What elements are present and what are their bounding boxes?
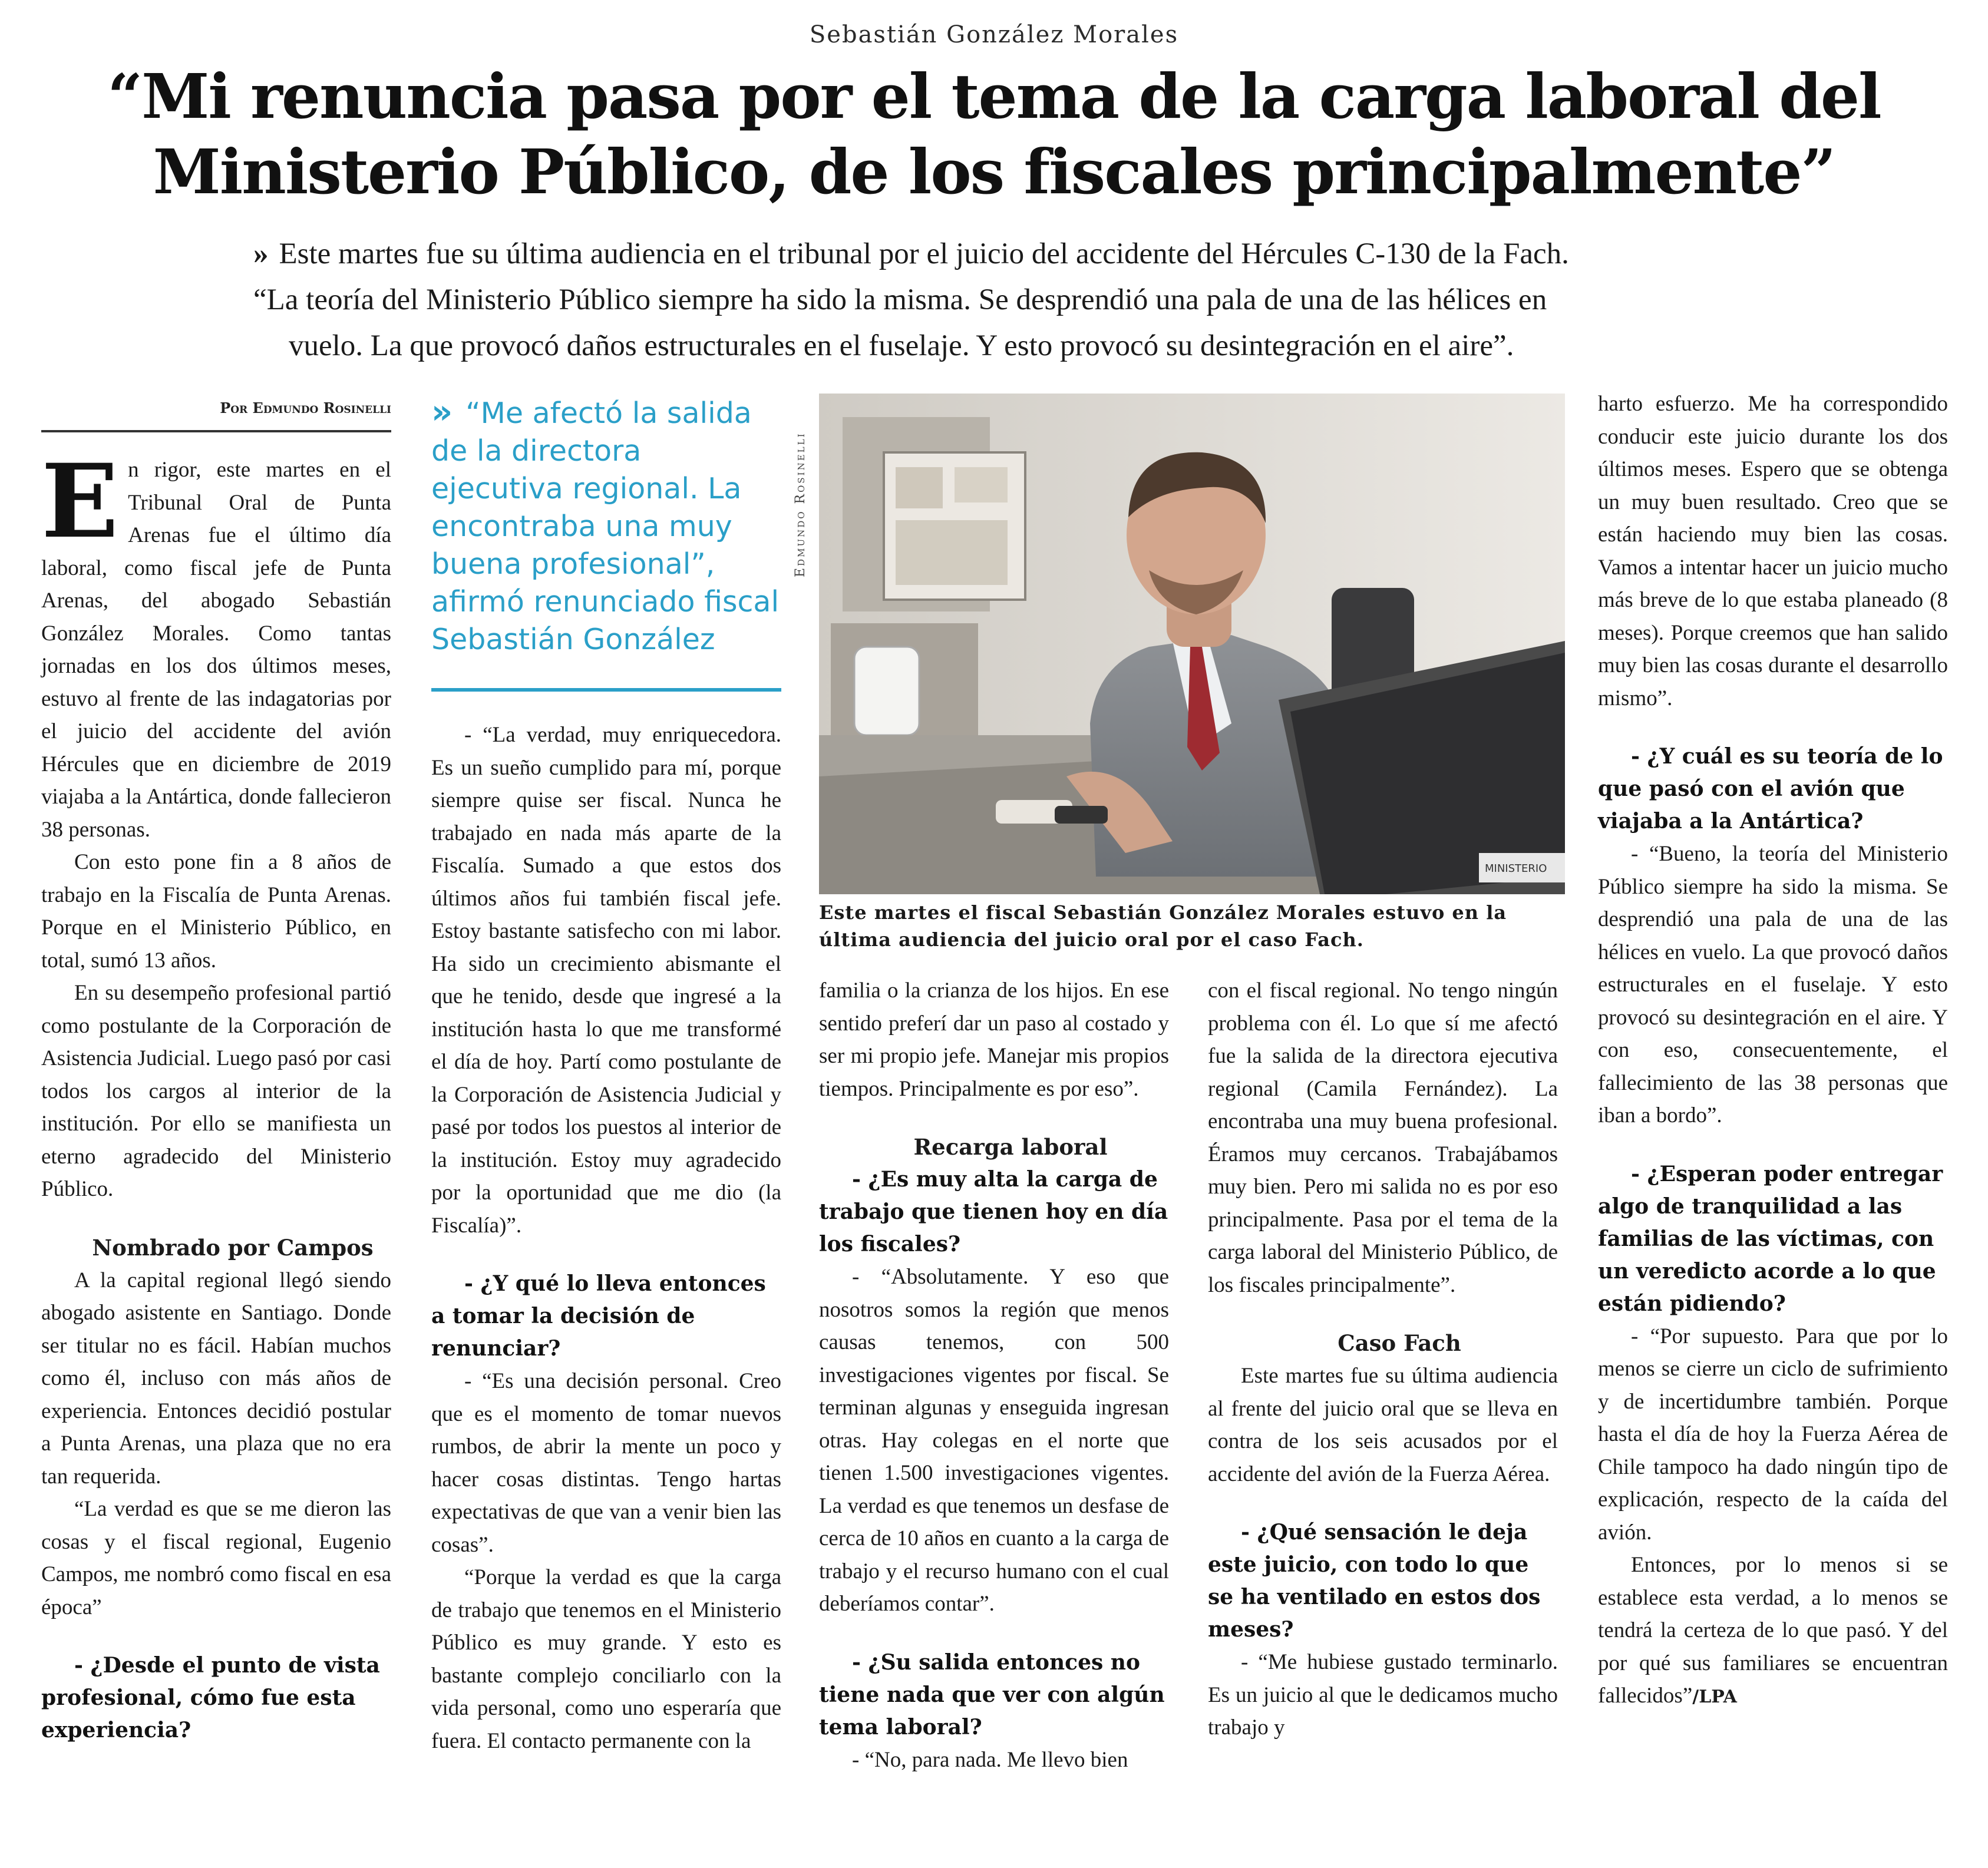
drop-cap: E [41,441,119,561]
byline: Por Edmundo Rosinelli [220,399,391,416]
paragraph: Este martes fue su última audiencia al frente del juicio oral que se lleva en contra de los seis acusados por el accidente del avión de la Fuerza Aérea. [1208,1364,1558,1486]
lead-line-3: vuelo. La que provocó daños estructurales en el fuselaje. Y esto provocó su desintegración en el aire”. [289,329,1514,362]
double-chevron-icon: » [431,393,453,431]
paragraph: En su desempeño profesional partió como postulante de la Corporación de Asistencia Judicial. Luego pasó por casi todos los cargos al interior de la institución. Por ello se manifiesta un eterno agradecido del Ministerio Público. [41,981,391,1201]
column-1: En rigor, este martes en el Tribunal Oral de Punta Arenas fue el último día laboral, como fiscal jefe de Punta Arenas, del abogado Sebastián González Morales. Como tantas jornadas en los dos últimos meses, estuvo al frente de las indagatorias por el juicio del accidente del avión Hércules que en diciembre de 2019 viajaba a la Antártica, donde fallecieron 38 personas. Con esto pone fin a 8 años de trabajo en la Fiscalía de Punta Arenas. Porque en el Ministerio Público, en total, sumó 13 años. En su desempeño profesional partió como postulante de la Corporación de Asistencia Judicial. Luego pasó por casi todos los cargos al interior de la institución. Por ello se manifiesta un eterno agradecido del Ministerio Público. Nombrado por Campos A la capital regional llegó siendo abogado asistente en Santiago. Donde ser titular no es fácil. Habían muchos como él, incluso con más años de experiencia. Entonces decidió postular a Punta Arenas, una plaza que no era tan requerida. “La verdad es que se me dieron las cosas y el fiscal regional, Eugenio Campos, me nombró como fiscal en esa época” - ¿Desde el punto de vista profesional, cómo fue esta experiencia? [41,454,391,1747]
fiscal-photo-illustration [819,394,1565,894]
paragraph: - “Por supuesto. Para que por lo menos se cierre un ciclo de sufrimiento y de incertidumbre también. Porque hasta el día de hoy la Fuerza Aérea de Chile tampoco ha dado ningún tipo de explicación, respecto de la caída del avión. [1598,1324,1948,1545]
paragraph: - “Es una decisión personal. Creo que es el momento de tomar nuevos rumbos, de abrir la mente un poco y hacer cosas distintas. Tengo hartas expectativas de que van a venir bien las cosas”. [431,1369,781,1557]
paragraph: - “Absolutamente. Y eso que nosotros somos la región que menos causas tenemos, con 500 investigaciones vigentes por fiscal. Se terminan algunas y enseguida ingresan otras. Hay colegas en el norte que tienen 1.500 investigaciones vigentes. La verdad es que tenemos un desfase de cerca de 10 años en cuanto a la carga de trabajo y el recurso humano con el cual deberíamos contar”. [819,1265,1169,1616]
paragraph: “Porque la verdad es que la carga de trabajo que tenemos en el Ministerio Público es muy grande. Y esto es bastante complejo conciliarlo con la vida personal, como uno esperaría que fuera. El contacto permanente con la [431,1565,781,1753]
headline [0,59,1988,210]
photo-credit: Edmundo Rosinelli [793,432,808,577]
interview-question: - ¿Esperan poder entregar algo de tranquilidad a las familias de las víctimas, con un veredicto acorde a lo que están pidiendo? [1598,1161,1943,1316]
paragraph: con el fiscal regional. No tengo ningún problema con él. Lo que sí me afectó fue la salida de la directora ejecutiva regional (Camila Fernández). La encontraba una muy buena profesional. Éramos muy cercanos. Trabajábamos muy bien. Pero mi salida no es por eso principalmente. Pasa por el tema de la carga laboral del Ministerio Público, de los fiscales principalmente”. [1208,978,1558,1297]
subhead-caso-fach: Caso Fach [1338,1330,1461,1356]
lead-line-1: » Este martes fue su última audiencia en el tribunal por el juicio del accidente del Hércules C-130 de la Fach. [253,237,1569,270]
paragraph: - “No, para nada. Me llevo bien [852,1747,1128,1772]
paragraph: - “La verdad, muy enriquecedora. Es un sueño cumplido para mí, porque siempre quise ser fiscal. Nunca he trabajado en nada más aparte de la Fiscalía. Sumado a que estos dos últimos años fui también fiscal jefe. Estoy bastante satisfecho con mi labor. Ha sido un crecimiento abismante el que he tenido, desde que ingresé a la institución hasta lo que me transformé el día de hoy. Partí como postulante de la Corporación de Asistencia Judicial y pasé por todos los puestos al interior de la institución. Estoy muy agradecido por la oportunidad que me dio (la Fiscalía)”. [431,723,781,1238]
monitor-label: MINISTERIO [1485,862,1547,875]
column-3 [819,974,1169,1776]
paragraph: familia o la crianza de los hijos. En ese sentido preferí dar un paso al costado y ser mi propio jefe. Manejar mis propios tiempos. Principalmente es por eso”. [819,978,1169,1101]
double-chevron-icon: » [253,237,269,270]
article-photo [819,394,1565,894]
column-5 [1598,388,1948,1714]
paragraph: Entonces, por lo menos si se establece esta verdad, a lo menos se tendrá la certeza de lo que pasó. Y del por qué sus familiares se encuentran fallecidos”/LPA [1598,1553,1948,1708]
column-2 [431,719,781,1757]
interview-question: - ¿Desde el punto de vista profesional, cómo fue esta experiencia? [41,1653,380,1743]
headline-line-2: Ministerio Público, de los fiscales principalmente” [153,135,1835,208]
lead-line-2: “La teoría del Ministerio Público siempre ha sido la misma. Se desprendió una pala de una de las hélices en [253,283,1547,316]
interview-question: - ¿Y cuál es su teoría de lo que pasó con el avión que viajaba a la Antártica? [1598,744,1943,834]
interview-question: - ¿Su salida entonces no tiene nada que ver con algún tema laboral? [819,1649,1165,1740]
photo-caption: Este martes el fiscal Sebastián González Morales estuvo en la última audiencia del juicio oral por el caso Fach. [819,901,1507,951]
lead-paragraph [253,231,1750,369]
paragraph: - “Me hubiese gustado terminarlo. Es un juicio al que le dedicamos mucho trabajo y [1208,1650,1558,1740]
signoff: /LPA [1692,1687,1737,1707]
subhead-recarga-laboral: Recarga laboral [913,1134,1108,1160]
pull-quote-rule [431,688,781,692]
paragraph: A la capital regional llegó siendo abogado asistente en Santiago. Donde ser titular no es fácil. Habían muchos como él, incluso con más años de experiencia. Entonces decidió postular a Punta Arenas, una plaza que no era tan requerida. [41,1268,391,1489]
byline-rule [41,430,391,432]
paragraph: - “Bueno, la teoría del Ministerio Público siempre ha sido la misma. Se desprendió una pala de una de las hélices en vuelo. La que provocó daños estructurales en el fuselaje. Y esto provocó su desintegración en el aire. Y con eso, consecuentemente, el fallecimiento de las 38 personas que iban a bordo”. [1598,842,1948,1128]
paragraph: harto esfuerzo. Me ha correspondido conducir este juicio durante los dos últimos meses. Espero que se obtenga un muy buen resultado. Creo que se están haciendo muy bien las cosas. Vamos a intentar hacer un juicio mucho más breve de lo que estaba planeado (8 meses). Porque creemos que han salido muy bien las cosas durante el desarrollo mismo”. [1598,392,1948,710]
interview-question: - ¿Es muy alta la carga de trabajo que tienen hoy en día los fiscales? [819,1167,1168,1257]
article-subject: Sebastián González Morales [809,21,1179,48]
paragraph: “La verdad es que se me dieron las cosas y el fiscal regional, Eugenio Campos, me nombró como fiscal en esa época” [41,1497,391,1619]
pull-quote: » “Me afectó la salida de la directora ejecutiva regional. La encontraba una muy buena profesional”, afirmó renunciado fiscal Sebastián González [431,393,780,656]
column-4 [1208,974,1558,1744]
headline-line-1: “Mi renuncia pasa por el tema de la carga laboral del [107,60,1881,133]
paragraph: Con esto pone fin a 8 años de trabajo en la Fiscalía de Punta Arenas. Porque en el Ministerio Público, en total, sumó 13 años. [41,850,391,973]
interview-question: - ¿Y qué lo lleva entonces a tomar la decisión de renunciar? [431,1271,766,1361]
interview-question: - ¿Qué sensación le deja este juicio, con todo lo que se ha ventilado en estos dos meses? [1208,1520,1541,1642]
subhead-nombrado-por-campos: Nombrado por Campos [92,1234,374,1261]
